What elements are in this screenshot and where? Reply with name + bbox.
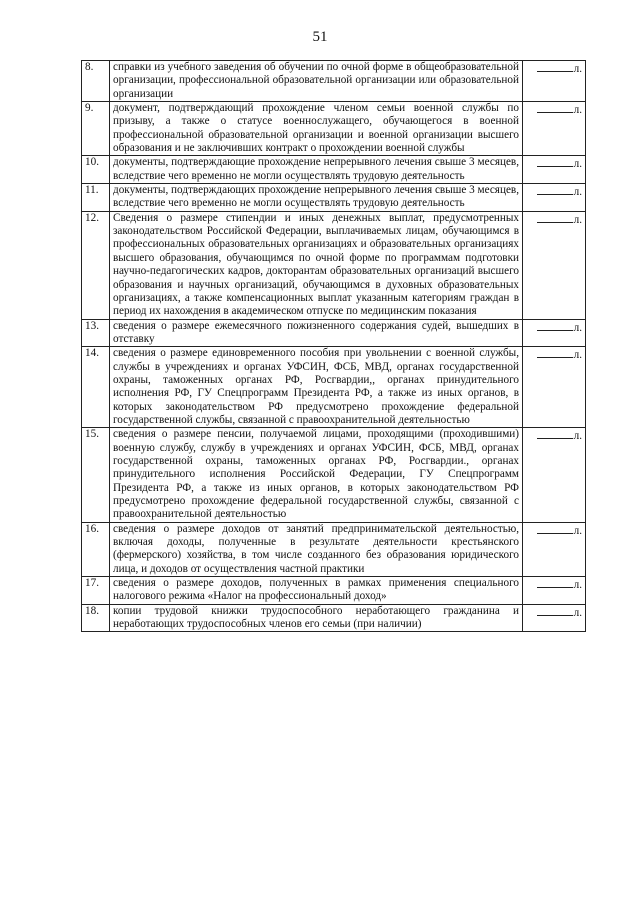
row-text: копии трудовой книжки трудоспособного неработающего гражданина и неработающих трудоспособных членов его семьи (при наличии) xyxy=(110,604,523,632)
blank-line xyxy=(537,102,573,113)
row-number: 11. xyxy=(82,184,110,212)
row-number: 16. xyxy=(82,522,110,576)
unit-label: л. xyxy=(573,321,582,334)
page-count-field[interactable] xyxy=(523,211,586,319)
row-text: сведения о размере доходов от занятий предпринимательской деятельностью, включая доходы, полученные в результате деятельности крестьянского (фермерского) хозяйства, в том числе созданного без образования юридического лица, и доходов от осуществления частной практики xyxy=(110,522,523,576)
blank-line xyxy=(537,577,573,588)
row-number: 9. xyxy=(82,102,110,156)
unit-label: л. xyxy=(573,579,582,592)
blank-line xyxy=(537,61,573,72)
unit-label: л. xyxy=(573,430,582,443)
table-row xyxy=(82,102,586,156)
row-text: документы, подтверждающих прохождение непрерывного лечения свыше 3 месяцев, вследствие чего временно не могли осуществлять трудовую деятельность xyxy=(110,184,523,212)
blank-line xyxy=(537,212,573,223)
table-row xyxy=(82,184,586,212)
table-row xyxy=(82,347,586,428)
blank-line xyxy=(537,156,573,167)
row-text: сведения о размере единовременного пособия при увольнении с военной службы, службы в учреждениях и органах УФСИН, ФСБ, МВД, органах государственной охраны, таможенных органах РФ, Росгвардии,, органах принудительного исполнения РФ, ГУ Спецпрограмм Президента РФ, а также из иных органов, в которых законодательством РФ предусмотрено прохождение федеральной государственной службы, связанной с правоохранительной деятельностью xyxy=(110,347,523,428)
page-count-field[interactable] xyxy=(523,577,586,605)
table-row xyxy=(82,428,586,522)
documents-table xyxy=(81,60,586,632)
row-number: 12. xyxy=(82,211,110,319)
page-count-field[interactable] xyxy=(523,102,586,156)
unit-label: л. xyxy=(573,524,582,537)
table-row xyxy=(82,522,586,576)
row-text: сведения о размере пенсии, получаемой лицами, проходящими (проходившими) военную службу, службу в учреждениях и органах УФСИН, ФСБ, МВД, органах государственной охраны, таможенных органах РФ, Росгвардии., органах принудительного исполнения Российской Федерации, ГУ Спецпрограмм Президента РФ, а также из иных органов, в которых законодательством РФ предусмотрено прохождение федеральной государственной службы, связанной с правоохранительной деятельностью xyxy=(110,428,523,522)
table-row xyxy=(82,604,586,632)
table-row xyxy=(82,156,586,184)
row-number: 17. xyxy=(82,577,110,605)
blank-line xyxy=(537,347,573,358)
unit-label: л. xyxy=(573,349,582,362)
unit-label: л. xyxy=(573,63,582,75)
row-number: 15. xyxy=(82,428,110,522)
row-text: сведения о размере доходов, полученных в рамках применения специального налогового режима «Налог на профессиональный доход» xyxy=(110,577,523,605)
page-count-field[interactable] xyxy=(523,428,586,522)
unit-label: л. xyxy=(573,158,582,171)
row-text: справки из учебного заведения об обучении по очной форме в общеобразовательной организации, профессиональной образовательной организации или образовательной организации xyxy=(110,61,523,102)
page-count-field[interactable] xyxy=(523,604,586,632)
row-text: Сведения о размере стипендии и иных денежных выплат, предусмотренных законодательством Российской Федерации, выплачиваемых лицам, обучающимся в профессиональных образовательных организациях и образовательных организациях высшего образования, обучающимся по очной форме по программам подготовки научно-педагогических кадров, докторантам образовательных организаций высшего образования и научных организаций, обучающимся в духовных образовательных организациях, а также компенсационных выплат указанным категориям граждан в период их нахождения в академическом отпуске по медицинским показания xyxy=(110,211,523,319)
page-number: 51 xyxy=(312,29,328,45)
row-text: сведения о размере ежемесячного пожизненного содержания судей, вышедших в отставку xyxy=(110,319,523,347)
table-row xyxy=(82,577,586,605)
unit-label: л. xyxy=(573,104,582,117)
blank-line xyxy=(537,523,573,534)
table-row xyxy=(82,319,586,347)
blank-line xyxy=(537,320,573,331)
blank-line xyxy=(537,428,573,439)
table-row xyxy=(82,61,586,102)
unit-label: л. xyxy=(573,213,582,226)
page-count-field[interactable] xyxy=(523,347,586,428)
table-row xyxy=(82,211,586,319)
page-count-field[interactable] xyxy=(523,319,586,347)
page-count-field[interactable] xyxy=(523,522,586,576)
row-number: 10. xyxy=(82,156,110,184)
blank-line xyxy=(537,605,573,616)
row-number: 8. xyxy=(82,61,110,102)
row-number: 14. xyxy=(82,347,110,428)
row-number: 13. xyxy=(82,319,110,347)
unit-label: л. xyxy=(573,186,582,199)
page-count-field[interactable] xyxy=(523,184,586,212)
page-count-field[interactable] xyxy=(523,156,586,184)
page-count-field[interactable] xyxy=(523,61,586,102)
row-text: документ, подтверждающий прохождение членом семьи военной службы по призыву, а также о статусе военнослужащего, обучающегося в военной профессиональной образовательной организации и военной организации высшего образования и не заключивших контракт о прохождении военной службы xyxy=(110,102,523,156)
row-text: документы, подтверждающие прохождение непрерывного лечения свыше 3 месяцев, вследствие чего временно не могли осуществлять трудовую деятельность xyxy=(110,156,523,184)
row-number: 18. xyxy=(82,604,110,632)
blank-line xyxy=(537,184,573,195)
unit-label: л. xyxy=(573,606,582,619)
